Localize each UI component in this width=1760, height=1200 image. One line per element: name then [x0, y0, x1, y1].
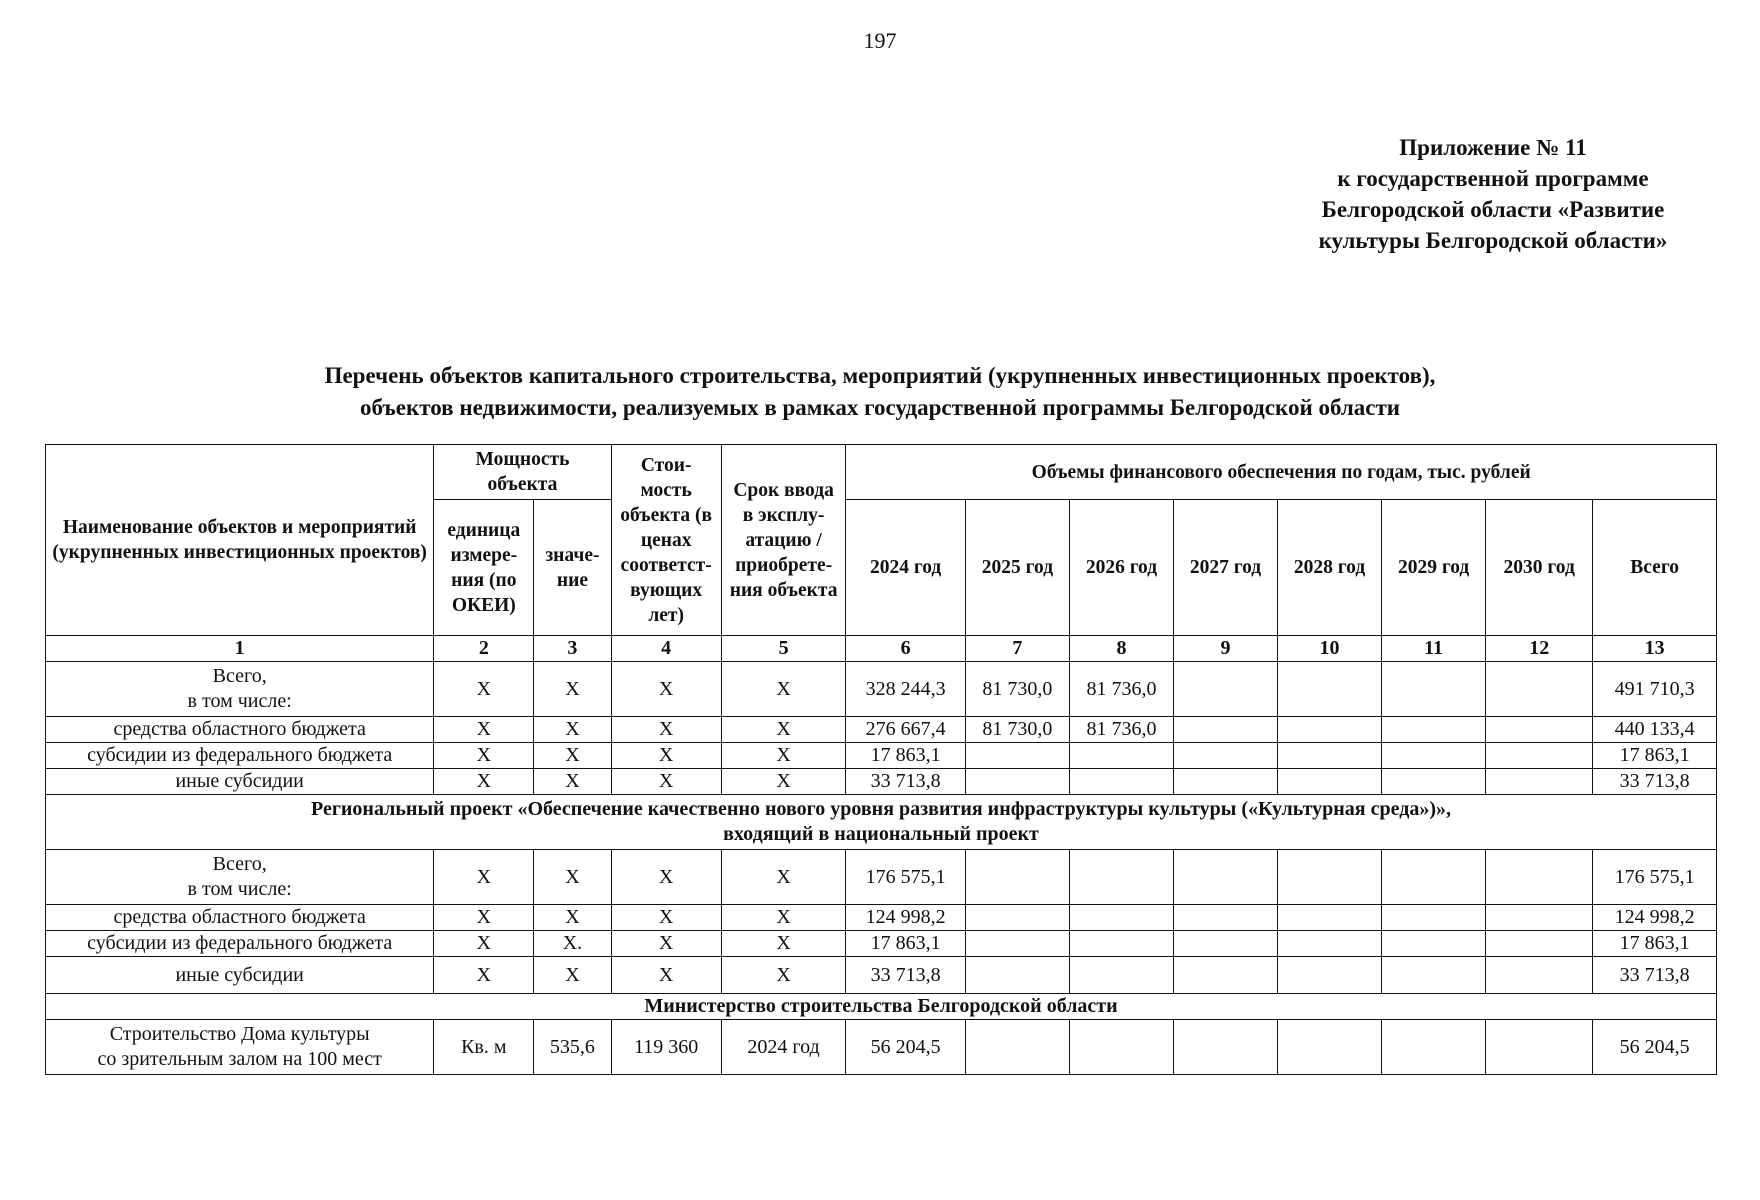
- column-number: 12: [1486, 636, 1593, 662]
- row-name: Строительство Дома культуры со зрительным залом на 100 мест: [46, 1020, 434, 1075]
- amount-2028: [1278, 662, 1382, 717]
- amount-2024: 328 244,3: [846, 662, 965, 717]
- amount-2028: [1278, 1020, 1382, 1075]
- amount-2025: [965, 905, 1069, 931]
- table-row: [46, 931, 1717, 957]
- row-name: средства областного бюджета: [46, 717, 434, 743]
- cost-cell: X: [611, 743, 721, 769]
- amount-2030: [1486, 743, 1593, 769]
- amount-2027: [1173, 957, 1277, 994]
- appendix-line-4: культуры Белгородской области»: [1318, 228, 1668, 253]
- amount-total: 17 863,1: [1593, 743, 1717, 769]
- row-name: иные субсидии: [46, 769, 434, 795]
- amount-2025: 81 730,0: [965, 717, 1069, 743]
- column-number: 6: [846, 636, 965, 662]
- amount-2029: [1382, 931, 1486, 957]
- appendix-line-3: Белгородской области «Развитие: [1321, 197, 1665, 222]
- header-total: Всего: [1593, 500, 1717, 636]
- objects-table: [45, 444, 1717, 1075]
- amount-2029: [1382, 905, 1486, 931]
- header-cost: Стои-мость объекта (в ценах соответст-вующих лет): [611, 445, 721, 636]
- row-name: средства областного бюджета: [46, 905, 434, 931]
- amount-2030: [1486, 769, 1593, 795]
- term-cell: X: [721, 850, 846, 905]
- term-cell: X: [721, 743, 846, 769]
- column-numbers-row: [46, 636, 1717, 662]
- amount-2027: [1173, 931, 1277, 957]
- term-cell: X: [721, 931, 846, 957]
- term-cell: X: [721, 769, 846, 795]
- amount-2025: [965, 957, 1069, 994]
- cost-cell: X: [611, 850, 721, 905]
- amount-2025: [965, 850, 1069, 905]
- amount-2025: [965, 931, 1069, 957]
- amount-2025: [965, 1020, 1069, 1075]
- amount-2024: 56 204,5: [846, 1020, 965, 1075]
- table-row: [46, 743, 1717, 769]
- amount-2024: 33 713,8: [846, 769, 965, 795]
- row-name: субсидии из федерального бюджета: [46, 743, 434, 769]
- unit-cell: X: [434, 905, 534, 931]
- header-year-2025: 2025 год: [965, 500, 1069, 636]
- amount-2029: [1382, 717, 1486, 743]
- amount-2027: [1173, 905, 1277, 931]
- value-cell: X: [534, 717, 611, 743]
- cost-cell: X: [611, 769, 721, 795]
- column-number: 10: [1278, 636, 1382, 662]
- amount-2025: [965, 743, 1069, 769]
- column-number: 8: [1069, 636, 1173, 662]
- row-name: Всего, в том числе:: [46, 850, 434, 905]
- amount-2029: [1382, 662, 1486, 717]
- header-year-2028: 2028 год: [1278, 500, 1382, 636]
- row-name: иные субсидии: [46, 957, 434, 994]
- ministry-section-title-line: Министерство строительства Белгородской области: [644, 995, 1118, 1017]
- header-value: значе-ние: [534, 500, 611, 636]
- amount-total: 176 575,1: [1593, 850, 1717, 905]
- table-row: [46, 717, 1717, 743]
- amount-2027: [1173, 717, 1277, 743]
- amount-2030: [1486, 662, 1593, 717]
- amount-2024: 17 863,1: [846, 743, 965, 769]
- cost-cell: X: [611, 717, 721, 743]
- unit-cell: X: [434, 769, 534, 795]
- amount-2024: 33 713,8: [846, 957, 965, 994]
- amount-2026: [1069, 850, 1173, 905]
- amount-2024: 17 863,1: [846, 931, 965, 957]
- amount-2025: [965, 769, 1069, 795]
- unit-cell: X: [434, 662, 534, 717]
- title-line-1: Перечень объектов капитального строительства, мероприятий (укрупненных инвестиционных проектов),: [324, 363, 1436, 388]
- amount-total: 33 713,8: [1593, 957, 1717, 994]
- table-row: [46, 850, 1717, 905]
- regional-project-section-title: [46, 795, 1717, 850]
- amount-2027: [1173, 769, 1277, 795]
- value-cell: X: [534, 957, 611, 994]
- column-number: 3: [534, 636, 611, 662]
- cost-cell: X: [611, 662, 721, 717]
- unit-cell: X: [434, 743, 534, 769]
- regional-project-section-title-line: Региональный проект «Обеспечение качественно нового уровня развития инфраструктуры культуры («Культурная среда»)»,: [310, 798, 1451, 820]
- value-cell: X: [534, 769, 611, 795]
- amount-2024: 176 575,1: [846, 850, 965, 905]
- unit-cell: X: [434, 931, 534, 957]
- header-year-2026: 2026 год: [1069, 500, 1173, 636]
- amount-total: 491 710,3: [1593, 662, 1717, 717]
- table-row: [46, 905, 1717, 931]
- ministry-section-title: [46, 994, 1717, 1020]
- header-name-column: Наименование объектов и мероприятий (укрупненных инвестиционных проектов): [46, 445, 434, 636]
- column-number: 7: [965, 636, 1069, 662]
- header-year-2030: 2030 год: [1486, 500, 1593, 636]
- amount-2029: [1382, 743, 1486, 769]
- title-line-2: объектов недвижимости, реализуемых в рамках государственной программы Белгородской области: [359, 395, 1401, 420]
- amount-2024: 124 998,2: [846, 905, 965, 931]
- amount-2030: [1486, 905, 1593, 931]
- amount-2026: [1069, 905, 1173, 931]
- term-cell: 2024 год: [721, 1020, 846, 1075]
- amount-2027: [1173, 1020, 1277, 1075]
- appendix-line-2: к государственной программе: [1337, 166, 1649, 191]
- column-number: 1: [46, 636, 434, 662]
- amount-2028: [1278, 850, 1382, 905]
- table-row: [46, 662, 1717, 717]
- amount-total: 33 713,8: [1593, 769, 1717, 795]
- amount-total: 440 133,4: [1593, 717, 1717, 743]
- header-year-2024: 2024 год: [846, 500, 965, 636]
- value-cell: X: [534, 743, 611, 769]
- amount-2030: [1486, 850, 1593, 905]
- header-unit: единица измере-ния (по ОКЕИ): [434, 500, 534, 636]
- page-number: 197: [863, 28, 897, 53]
- header-capacity: Мощность объекта: [434, 445, 611, 500]
- amount-2029: [1382, 957, 1486, 994]
- value-cell: X: [534, 662, 611, 717]
- amount-2028: [1278, 957, 1382, 994]
- amount-total: 17 863,1: [1593, 931, 1717, 957]
- column-number: 9: [1173, 636, 1277, 662]
- amount-2026: [1069, 957, 1173, 994]
- cost-cell: X: [611, 931, 721, 957]
- amount-2027: [1173, 743, 1277, 769]
- amount-2030: [1486, 957, 1593, 994]
- term-cell: X: [721, 717, 846, 743]
- ministry-section: [46, 994, 1717, 1020]
- column-number: 4: [611, 636, 721, 662]
- amount-2028: [1278, 743, 1382, 769]
- amount-2028: [1278, 931, 1382, 957]
- cost-cell: X: [611, 905, 721, 931]
- cost-cell: 119 360: [611, 1020, 721, 1075]
- value-cell: X: [534, 850, 611, 905]
- table-row: [46, 1020, 1717, 1075]
- amount-2026: [1069, 1020, 1173, 1075]
- amount-2027: [1173, 850, 1277, 905]
- amount-2030: [1486, 931, 1593, 957]
- table-row: [46, 957, 1717, 994]
- cost-cell: X: [611, 957, 721, 994]
- amount-2030: [1486, 1020, 1593, 1075]
- amount-total: 124 998,2: [1593, 905, 1717, 931]
- amount-2029: [1382, 769, 1486, 795]
- document-title: [60, 360, 1700, 424]
- amount-2025: 81 730,0: [965, 662, 1069, 717]
- amount-2026: [1069, 743, 1173, 769]
- appendix-header: [1268, 132, 1718, 256]
- header-term: Срок ввода в эксплу-атацию / приобрете-ния объекта: [721, 445, 846, 636]
- amount-2029: [1382, 1020, 1486, 1075]
- regional-project-section-title-line: входящий в национальный проект: [723, 823, 1039, 845]
- amount-2026: 81 736,0: [1069, 717, 1173, 743]
- term-cell: X: [721, 662, 846, 717]
- column-number: 5: [721, 636, 846, 662]
- amount-2026: [1069, 769, 1173, 795]
- amount-2027: [1173, 662, 1277, 717]
- header-funding: Объемы финансового обеспечения по годам, тыс. рублей: [846, 445, 1717, 500]
- value-cell: 535,6: [534, 1020, 611, 1075]
- amount-2029: [1382, 850, 1486, 905]
- term-cell: X: [721, 905, 846, 931]
- amount-2028: [1278, 717, 1382, 743]
- unit-cell: Кв. м: [434, 1020, 534, 1075]
- unit-cell: X: [434, 957, 534, 994]
- table-row: [46, 769, 1717, 795]
- column-number: 13: [1593, 636, 1717, 662]
- amount-2026: 81 736,0: [1069, 662, 1173, 717]
- header-year-2029: 2029 год: [1382, 500, 1486, 636]
- amount-2026: [1069, 931, 1173, 957]
- appendix-line-1: Приложение № 11: [1399, 135, 1587, 160]
- amount-2024: 276 667,4: [846, 717, 965, 743]
- amount-total: 56 204,5: [1593, 1020, 1717, 1075]
- column-number: 11: [1382, 636, 1486, 662]
- unit-cell: X: [434, 850, 534, 905]
- amount-2028: [1278, 905, 1382, 931]
- regional-project-section: [46, 795, 1717, 850]
- header-year-2027: 2027 год: [1173, 500, 1277, 636]
- unit-cell: X: [434, 717, 534, 743]
- row-name: субсидии из федерального бюджета: [46, 931, 434, 957]
- term-cell: X: [721, 957, 846, 994]
- amount-2028: [1278, 769, 1382, 795]
- amount-2030: [1486, 717, 1593, 743]
- row-name: Всего, в том числе:: [46, 662, 434, 717]
- value-cell: X: [534, 905, 611, 931]
- column-number: 2: [434, 636, 534, 662]
- value-cell: X.: [534, 931, 611, 957]
